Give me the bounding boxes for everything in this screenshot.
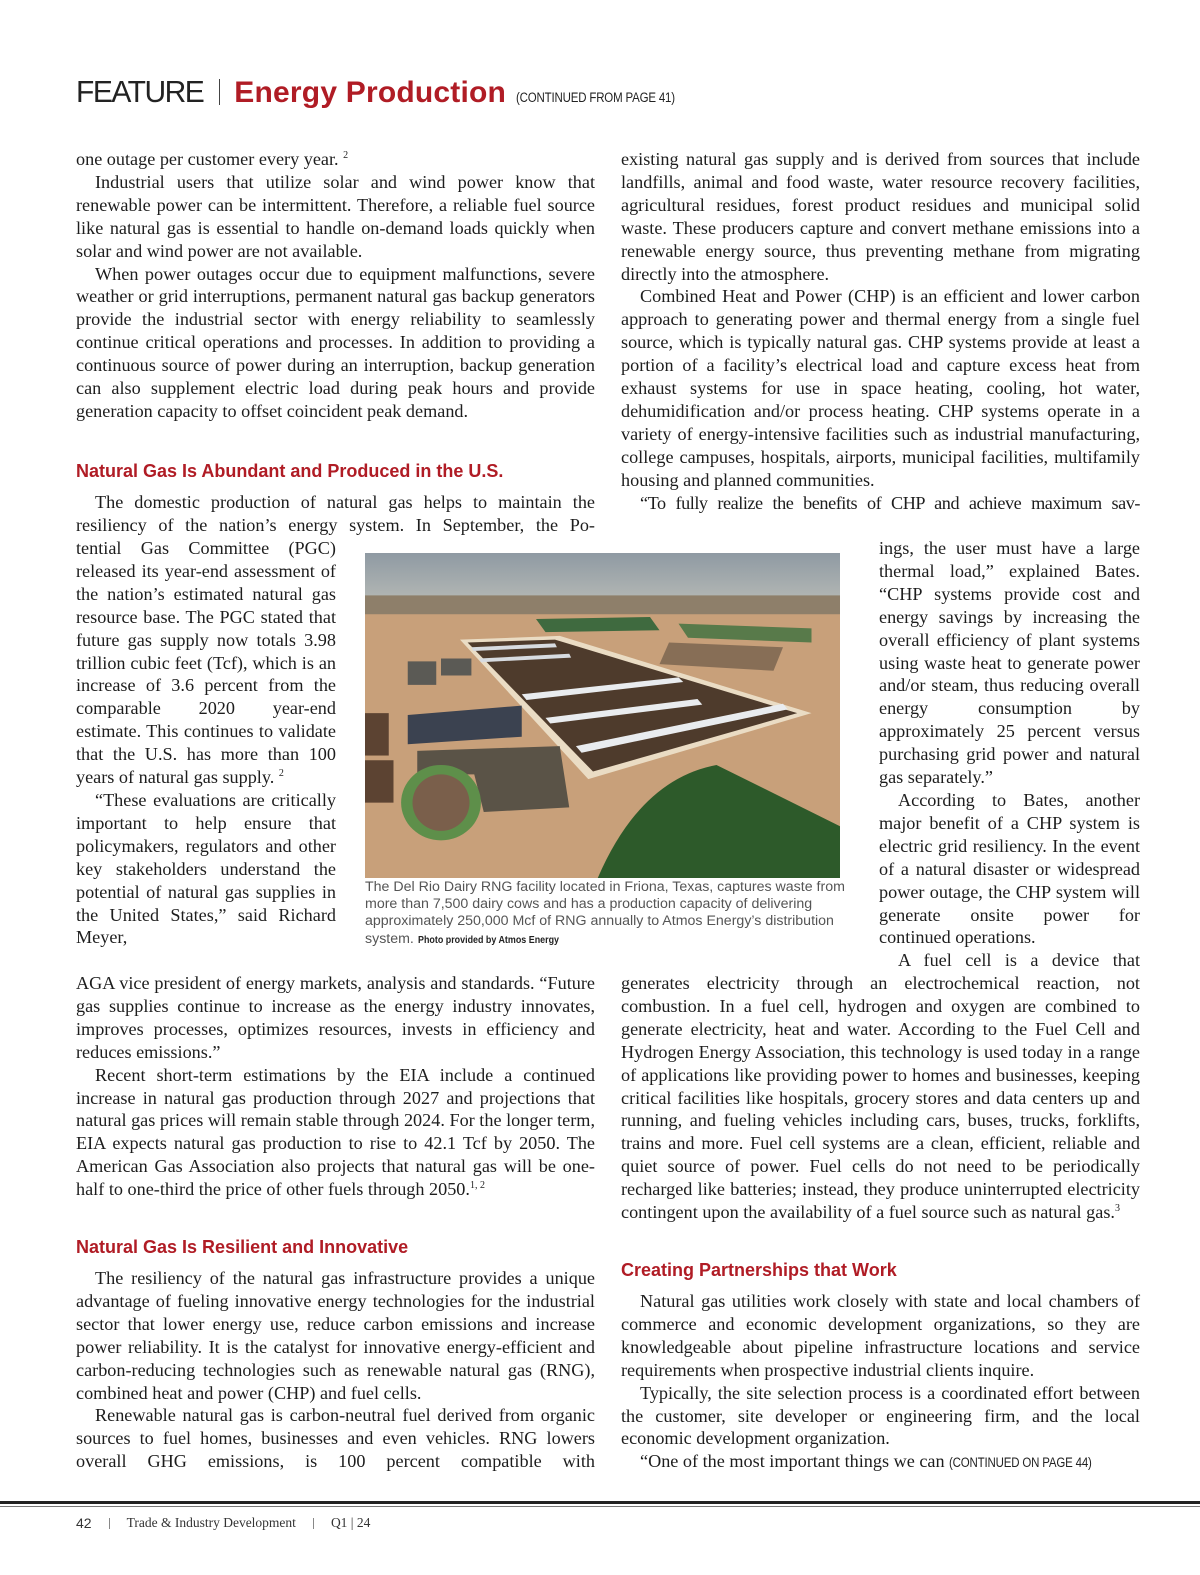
footer-divider — [313, 1518, 314, 1529]
paragraph: The resiliency of the natural gas infrastructure provides a unique advantage of fueling innovative energy technologies for the industrial sector that lower energy use, reduce carbon emissions and increase power reliability. It is the catalyst for innovative energy-efficient and carbon-reducing technologies such as renewable natural gas (RNG), combined heat and power (CHP) and fuel cells. — [76, 1268, 595, 1403]
page-header — [76, 76, 703, 116]
paragraph: “One of the most important things we can (CONTINUED ON PAGE 44) — [621, 1450, 1140, 1475]
footnote-ref: 3 — [1114, 1203, 1120, 1214]
section-heading: Natural Gas Is Abundant and Produced in the U.S. — [76, 461, 504, 481]
article-title: Energy Production — [234, 76, 507, 109]
footnote-ref: 2 — [343, 149, 349, 161]
paragraph: one outage per customer every year. $^2$ — [76, 149, 349, 169]
continued-from-label: (CONTINUED FROM PAGE 41) — [516, 90, 675, 105]
right-column-bottom — [621, 972, 1140, 1224]
left-column-bottom — [76, 972, 595, 1201]
paragraph: “These evaluations are critically important to help ensure that policymakers, regulators and other key stakeholders understand the potential of natural gas supplies in the United States,” said Richard Meyer, — [76, 789, 336, 948]
page-footer — [76, 1513, 370, 1533]
left-column-intro — [76, 491, 595, 537]
paragraph: ings, the user must have a large thermal load,” explained Bates. “CHP systems provide cost and energy savings by increasing the overall efficiency of plant systems using waste heat to generate power and/or steam, thus reducing overall energy consumption by approximately 25 percent versus purchasing grid power and natural gas separately.” — [879, 538, 1140, 788]
header-divider — [219, 79, 220, 105]
paragraph: The domestic production of natural gas helps to maintain the resiliency of the nation’s energy system. In September, the Po- — [76, 492, 595, 535]
paragraph: “To fully realize the benefits of CHP and achieve maximum sav- — [640, 492, 1140, 513]
footer-divider — [109, 1518, 110, 1529]
right-column-wrap — [879, 537, 1140, 972]
continued-on-label: (CONTINUED ON PAGE 44) — [949, 1455, 1092, 1471]
section-heading: Natural Gas Is Resilient and Innovative — [76, 1237, 409, 1257]
footnote-ref: 2 — [278, 768, 284, 779]
paragraph: existing natural gas supply and is derived from sources that include landfills, animal and food waste, water resource recovery facilities, agricultural residues, forest product residues and municipal solid waste. These producers capture and convert methane emissions into a renewable energy source, thus preventing methane from migrating directly into the atmosphere. — [621, 149, 1140, 284]
paragraph: Natural gas utilities work closely with state and local chambers of commerce and economic development organizations, so they are knowledgeable about pipeline infrastructure locations and service requirements when prospective industrial clients inquire. — [621, 1291, 1140, 1380]
magazine-name: Trade & Industry Development — [126, 1515, 296, 1530]
aerial-photo — [365, 553, 840, 878]
right-column-final — [621, 1290, 1140, 1475]
left-column-final — [76, 1267, 595, 1473]
photo-credit: Photo provided by Atmos Energy — [417, 933, 559, 946]
page-number: 42 — [76, 1515, 92, 1531]
paragraph: AGA vice president of energy markets, analysis and standards. “Future gas supplies continue to increase as the energy industry innovates, improves processes, optimizes resources, invests in efficiency and reduces emissions.” — [76, 973, 595, 1062]
paragraph: Recent short-term estimations by the EIA include a continued increase in natural gas production through 2027 and projections that natural gas prices will remain stable through 2024. For the longer term, EIA expects natural gas production to rise to 42.1 Tcf by 2050. The American Gas Association also projects that natural gas will be one-half to one-third the price of other fuels through 2050.$^{1, 2}$ — [76, 1064, 595, 1200]
right-column-top — [621, 148, 1140, 515]
left-column-wrap — [76, 537, 336, 949]
paragraph: A fuel cell is a device that — [898, 950, 1140, 971]
caption-text: The Del Rio Dairy RNG facility located in Friona, Texas, captures waste from more than 7,500 dairy cows and has a production capacity of delivering approximately 250,000 Mcf of RNG annually to Atmos Energy’s distribution system. — [365, 879, 845, 947]
left-column-top — [76, 148, 595, 423]
footer-rule-thin — [0, 1506, 1200, 1507]
footnote-ref: 1, 2 — [469, 1180, 485, 1192]
issue-label: Q1 | 24 — [330, 1515, 371, 1530]
section-heading: Creating Partnerships that Work — [621, 1260, 897, 1280]
paragraph: Typically, the site selection process is a coordinated effort between the customer, site developer or engineering firm, and the local economic development organization. — [621, 1382, 1140, 1449]
paragraph: Industrial users that utilize solar and wind power know that renewable power can be intermittent. Therefore, a reliable fuel source like natural gas is essential to handle on-demand loads quickly when solar and wind power are not available. — [76, 171, 595, 261]
section-label: FEATURE — [76, 75, 204, 110]
paragraph: generates electricity through an electrochemical reaction, not combustion. In a fuel cell, hydrogen and oxygen are combined to generate electricity, heat and water. According to the Fuel Cell and Hydrogen Energy Association, this technology is used today in a range of applications like providing power to homes and businesses, keeping critical facilities like hospitals, grocery stores and data centers up and running, and fueling vehicles including cars, buses, trucks, forklifts, trains and more. Fuel cell systems are a clean, efficient, reliable and quiet source of power. Fuel cells do not need to be periodically recharged like batteries; instead, they produce uninterrupted electricity contingent upon the availability of a fuel source such as natural gas.$^3$ — [621, 973, 1140, 1223]
footer-rule — [0, 1501, 1200, 1504]
paragraph: Combined Heat and Power (CHP) is an efficient and lower carbon approach to generating power and thermal energy from a single fuel source, which is typically natural gas. CHP systems provide at least a portion of a facility’s electrical load and capture excess heat from exhaust systems for use in space heating, cooling, hot water, dehumidification and/or process heating. CHP systems operate in a variety of energy-intensive facilities such as industrial manufacturing, college campuses, hospitals, airports, municipal facilities, multifamily housing and planned communities. — [621, 286, 1140, 490]
aerial-photo-illustration — [365, 553, 840, 878]
photo-caption — [365, 879, 845, 949]
paragraph: According to Bates, another major benefit of a CHP system is electric grid resiliency. In the event of a natural disaster or widespread power outage, the CHP system will generate onsite power for continued operations. — [879, 789, 1140, 948]
paragraph: tential Gas Committee (PGC) released its year-end assessment of the nation’s estimated natural gas resource base. The PGC stated that future gas supply now totals 3.98 trillion cubic feet (Tcf), which is an increase of 3.6 percent from the comparable 2020 year-end estimate. This continues to validate that the U.S. has more than 100 years of natural gas supply. $^2$ — [76, 538, 336, 788]
paragraph: Renewable natural gas is carbon-neutral fuel derived from organic sources to fuel homes, businesses and even vehicles. RNG lowers overall GHG emissions, is 100 percent compatible with — [76, 1405, 595, 1472]
paragraph: When power outages occur due to equipment malfunctions, severe weather or grid interruptions, permanent natural gas backup generators provide the industrial sector with energy reliability to seamlessly continue critical operations and processes. In addition to providing a continuous source of power during an interruption, backup generation can also supplement electric load during peak hours and provide generation capacity to offset coincident peak demand. — [76, 263, 595, 421]
